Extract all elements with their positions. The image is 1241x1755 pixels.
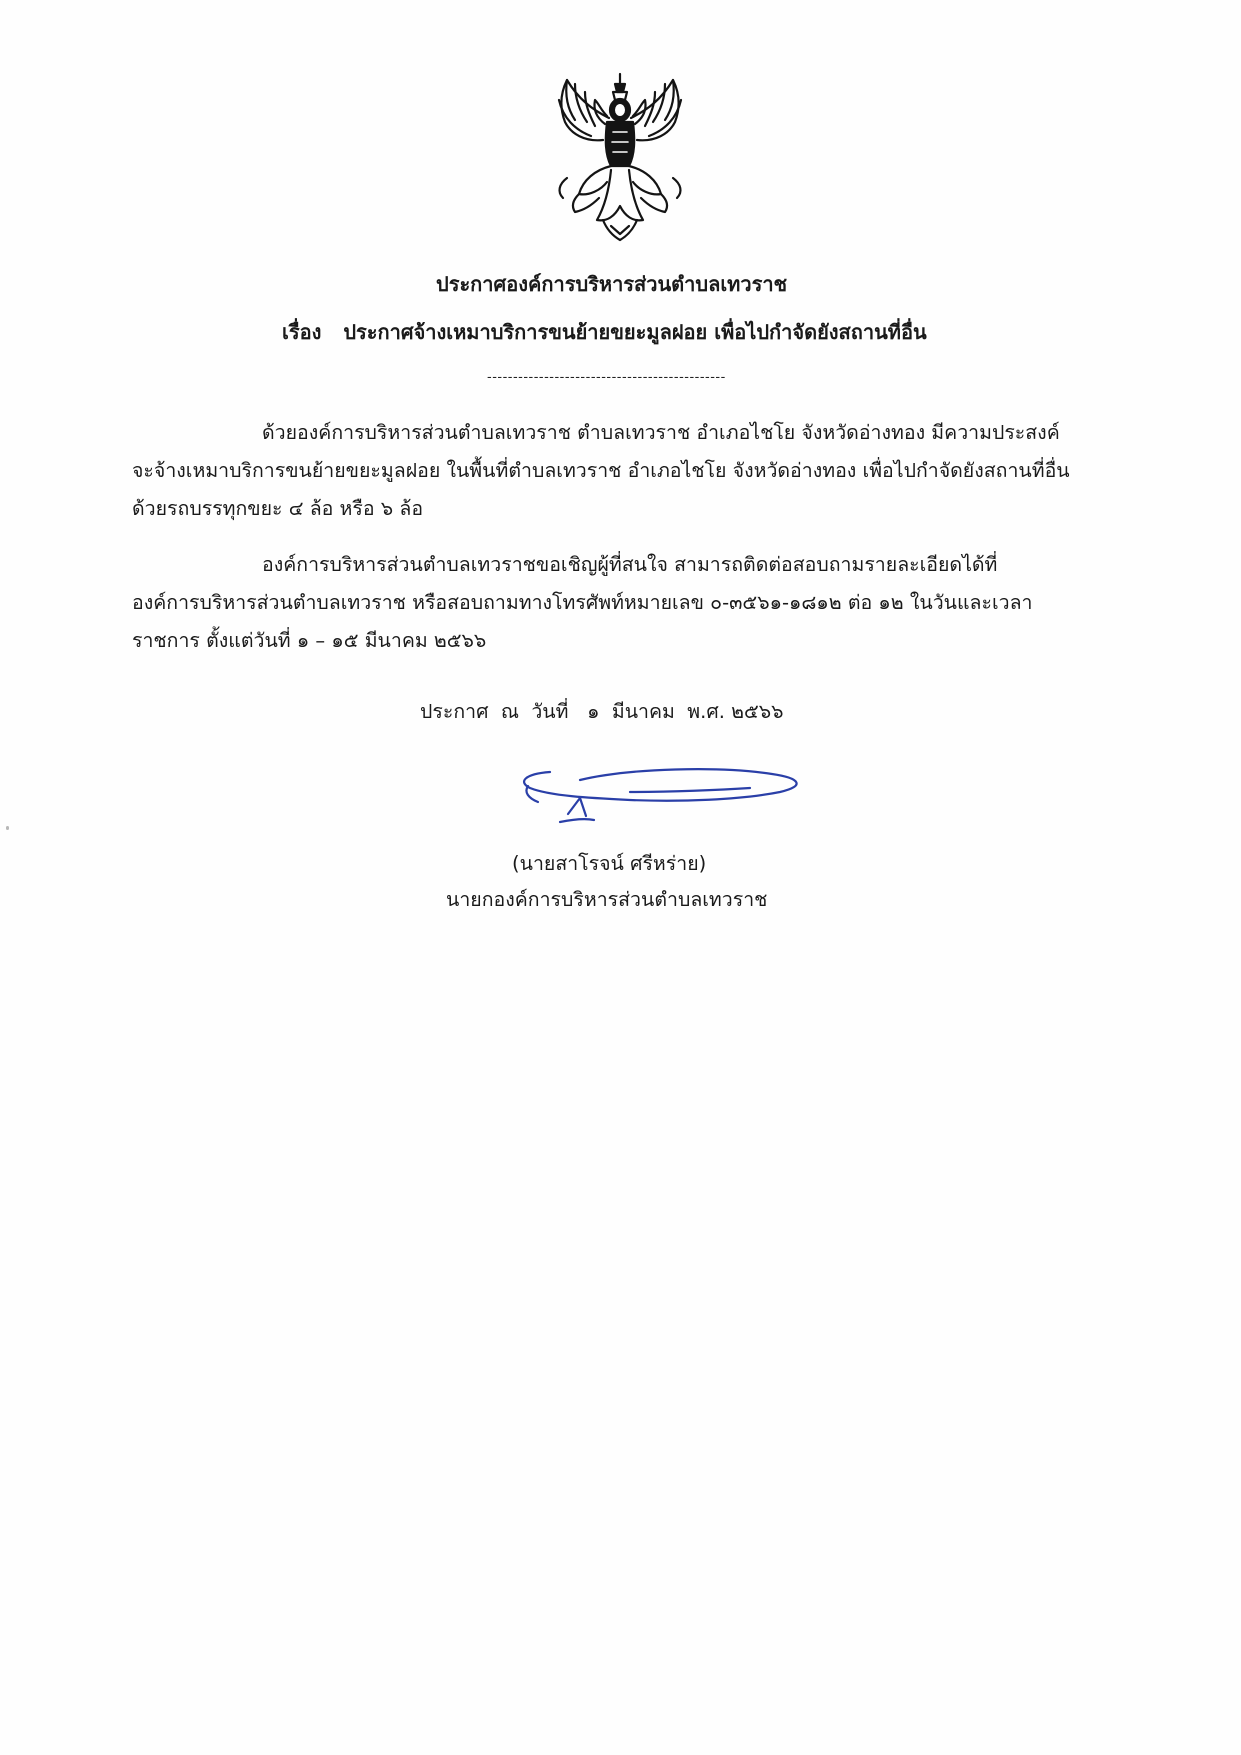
paragraph-2-line: ราชการ ตั้งแต่วันที่ ๑ – ๑๕ มีนาคม ๒๕๖๖ <box>132 629 487 652</box>
announcement-date: ประกาศ ณ วันที่ ๑ มีนาคม พ.ศ. ๒๕๖๖ <box>420 700 784 723</box>
paragraph-1-line: ด้วยรถบรรทุกขยะ ๔ ล้อ หรือ ๖ ล้อ <box>132 497 424 520</box>
announcement-title: ประกาศองค์การบริหารส่วนตำบลเทวราช <box>436 272 788 296</box>
signer-name: (นายสาโรจน์ ศรีหร่าย) <box>512 852 707 875</box>
signer-title: นายกองค์การบริหารส่วนตำบลเทวราช <box>446 888 768 911</box>
paragraph-1-line: จะจ้างเหมาบริการขนย้ายขยะมูลฝอย ในพื้นที่ตำบลเทวราช อำเภอไชโย จังหวัดอ่างทอง เพื่อไปกำจัดยังสถานที่อื่น <box>132 459 1070 482</box>
paragraph-2-line: องค์การบริหารส่วนตำบลเทวราชขอเชิญผู้ที่สนใจ สามารถติดต่อสอบถามรายละเอียดได้ที่ <box>262 553 998 576</box>
scan-speck <box>6 826 9 830</box>
announcement-subject <box>282 316 927 348</box>
garuda-emblem-icon <box>545 70 695 245</box>
paragraph-1-line: ด้วยองค์การบริหารส่วนตำบลเทวราช ตำบลเทวราช อำเภอไชโย จังหวัดอ่างทอง มีความประสงค์ <box>262 421 1060 444</box>
paragraph-1 <box>132 414 1122 528</box>
handwritten-signature <box>510 762 810 842</box>
subject-label: เรื่อง <box>282 320 322 344</box>
paragraph-2-line: องค์การบริหารส่วนตำบลเทวราช หรือสอบถามทางโทรศัพท์หมายเลข ๐-๓๕๖๑-๑๘๑๒ ต่อ ๑๒ ในวันและเวลา <box>132 591 1033 614</box>
paragraph-2 <box>132 546 1122 660</box>
title-divider: ---------------------------------------------- <box>487 370 726 385</box>
subject-text: ประกาศจ้างเหมาบริการขนย้ายขยะมูลฝอย เพื่อไปกำจัดยังสถานที่อื่น <box>343 320 927 344</box>
